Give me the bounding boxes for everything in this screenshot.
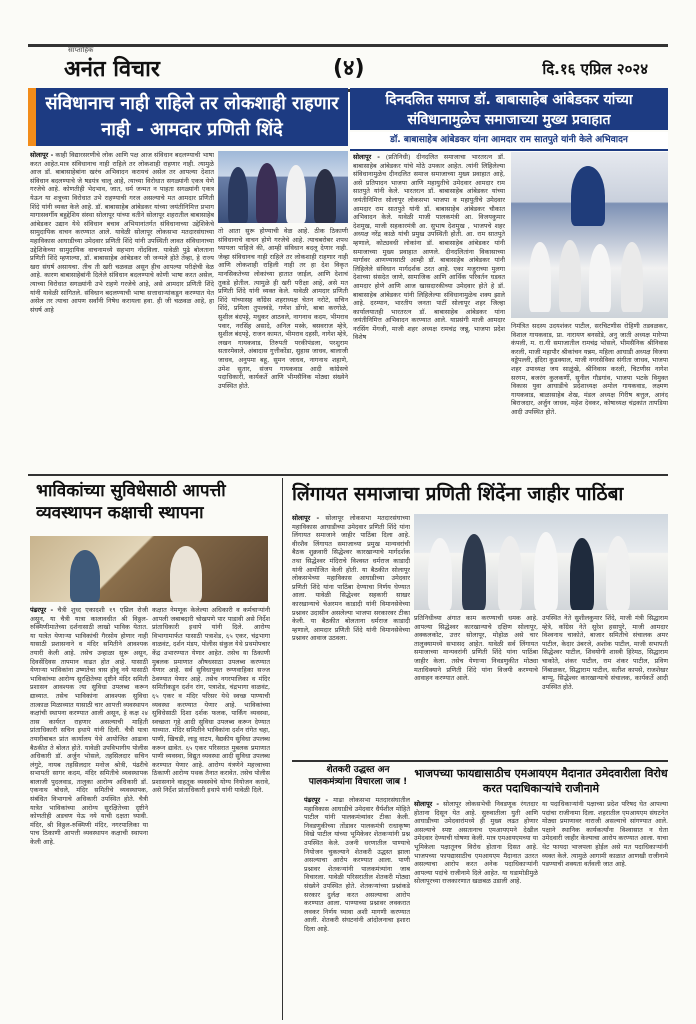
story4-column-2: प्रतिनिधीच्या अंगात काम करण्याची धमक आहे. आपल्या सिद्धेश्वर कारखान्याचे दक्षिण सोलापूर, अक्कलकोट, उत्तर सोलापूर, मोहोळ असे चार तालुक्यामध्ये सभासद आहेत. यावेळी सर्व लिंगायत समाजाच्या मान्यवरांनी प्रणिती शिंदे यांना पाठिंबा जाहीर केला. तसेच येणाऱ्या निवडणुकीत मोठ्या मताधिक्याने प्रणिती शिंदे यांना विजयी करण्याचे आवाहन करण्यात आले. — [414, 614, 538, 683]
story4-body-1: सोलापूर लोकसभा मतदारसंघाच्या महाविकास आघाडीच्या उमेदवार प्रणिती शिंदे यांना लिंगायत समाजाने जाहीर पाठिंबा दिला आहे. वीरशैव लिंगायत समाजाच्या प्रमुख मान्यवरांची बैठक शुक्रवारी सिद्धेश्वर कारखान्याचे मार्गदर्शक तथा सिद्धेश्वर मंदिराचे विश्वस्त धर्मराज काडादी यांनी आयोजित केली होती. या बैठकीत सोलापूर लोकसभेच्या महाविकास आघाडीच्या उमेदवार प्रणिती शिंदे यांना पाठिंबा देण्याचा निर्णय घेण्यात आला. यावेळी सिद्धेश्वर सहकारी साखर कारखान्याचे चेअरमन काडादी यांनी विमानसेवेच्या प्रश्नावर उदासीन असलेल्या भाजपा सरकारवर टीका केली. या बैठकीत बोलताना धर्मराज काडादी म्हणाले, आमदार प्रणिती शिंदे यांनी विमानसेवेच्या प्रश्नावर आवाज उठवला. — [292, 514, 410, 643]
story6-headline: भाजपच्या फायद्यासाठीच एमआयएम मैदानात उमेदवारीला विरोध करत पदाधिकाऱ्यांचे राजीनामे — [414, 767, 668, 795]
section-divider — [28, 474, 668, 476]
story2-dateline: सोलापूर - — [353, 153, 380, 161]
story3-body-1: चैत्री शुध्द एकादशी १९ एप्रिल रोजी असून, या चैत्री यात्रा कालावधीत श्री विठ्ठल-रुक्मिणीमातेच्या दर्शनासाठी लाखो भाविक येतात. या यात्रेत येणाऱ्या भाविकांची गैरसोय होणार नाही यासाठी प्रशासनाने व मंदिर समितीने आवश्यक तयारी केली आहे. तसेच उन्हाळा सुरू असून, दिवसेंदिवस तापमान वाढत होत आहे. यासाठी येणाऱ्या भाविकांना उष्णतेचा त्रास होवू नये यासाठी भाविकांच्या आरोग्य सुरक्षितेच्या दृष्टीने मंदिर समिती प्रशासन आवश्यक त्या सुविधा उपलब्ध करून द्याव्यात. तसेच भाविकांना आवश्यक सुविधा तात्काळ मिळाव्यात यासाठी चार आपत्ती व्यवस्थापन कक्षांची स्थापना करण्यात आली असून, हे कक्ष २४ तास कार्यरत राहणार असल्याची माहिती प्रांताधिकारी सचिन इथापे यांनी दिली. चैत्री यात्रा तयारीबाबत प्रांत कार्यालय येथे आयोजित आढावा बैठकीत ते बोलत होते. यावेळी उपविभागीय पोलीस अधिकारी डॉ. अर्जुन भोसले, तहसिलदार सचिन लंगुटे, नायब तहसिलदार मनोज श्रोत्री, पंढरीचे सभापती सागर कदम, मंदिर समितीचे व्यवस्थापक बालाजी पुदलवाड, तालुका आरोग्य अधिकारी डॉ. एकनाथ बोधले, मंदिर समितीचे व्यवस्थापक, संबंधित विभागाचे अधिकारी उपस्थित होते. चैत्री यात्रेत भाविकांच्या आरोग्य सुरक्षितेच्या दृष्टीने कोणतीही अडचण येऊ नये याची दक्षता घ्यावी. मंदिर, श्री विठ्ठल-रुक्मिणी मंदिर, नगरपालिका या पाच ठिकाणी आपत्ती व्यवस्थापन कक्षाची स्थापना केली आहे. — [30, 606, 148, 847]
story3-headline: भाविकांच्या सुविधेसाठी आपत्ती व्यवस्थापन कक्षाची स्थापना — [36, 481, 226, 523]
story2-photo — [511, 152, 668, 318]
newspaper-name: अनंत विचार — [64, 56, 160, 82]
masthead-small-label: साप्ताहिक — [68, 46, 94, 54]
story4-column-3: उपस्थित नेते सुशीलकुमार शिंदे, माजी मंत्री सिद्धाराम म्हेत्रे, काँग्रेस नेते सुरेश हसापुरे, माजी आमदार विश्वनाथ चाकोते, बाजार समितीचे संचालक अमर पाटील, केदार उंबरजे, अशोक पाटील, माजी सभापती सिद्धेश्वर पाटील, शिवयोगी शास्त्री हिरेमठ, सिद्धाराम चाकोते, शंकर पाटील, राम शंकर पाटील, प्रविण निंबाळकर, सिद्धाराम पाटील, सतीश कापसे, राजशेखर बाप्पू, सिद्धेश्वर कारखान्याचे संचालक, कार्यकर्ते आदी उपस्थित होते. — [542, 614, 668, 691]
story6-body-1: सोलापूर लोकसभेची निवडणूक रंगतदार होताना दिसून येत आहे. सुरुवातीला युती आणि आघाडीच्या उमेदवारांमध्ये ही मुख्य लढत होणार असल्याचे स्पष्ट असतानाच एमआयएमने देखील उमेदवार देण्याची घोषणा केली. मात्र एमआयएमच्या या भूमिकेला पक्षातूनच विरोध होताना दिसत आहे. भाजपच्या फायद्यासाठीच एमआयएम मैदानात उतरत असल्याचा आरोप करत अनेक पदाधिकाऱ्यांनी आपल्या पदांचे राजीनामे दिले आहेत. या घडामोडीमुळे सोलापूरच्या राजकारणात खळबळ उडाली आहे. — [414, 800, 538, 886]
story1-column-2: तो आता सुरू होण्याची वेळ आहे. ठीक ठिकाणी संविधानाचे वाचन होणे गरजेचे आहे. त्याचबरोबर शपथ घ्यायला पाहिजे की, आम्ही संविधान बदलू देणार नाही. जेव्हा संविधानच नाही राहिले तर लोकशाही राहणार नाही आणि लोकशाही राहिली नाही तर हा देश विकृत मानसिकतेच्या लोकांच्या हातात जाईल, आणि देशाचं तुकडे होतील. त्यामुळे ही खरी परीक्षा आहे, असे मत प्रणिती शिंदे यांनी व्यक्त केले. यावेळी आमदार प्रणिती शिंदे यांच्यासह काँग्रेस शहराध्यक्ष चेतन नरोटे, सचिन शिंदे, प्रमिला तुपलवंडे, गणेश डोंगरे, बाबा करगोळे, सुशील बंदपट्टे, मधुकर आठवले, नागनाथ कदम, भीमराव पवार, नरसिंह असादे, अनिल मस्के, बसवराज म्हेत्रे, सुशील बंदपट्टे, राजन कामत, भीमराव दहसी, नागेश म्हेत्रे, लखन गायकवाड, तिरुपती परकीपंडला, परशुराम सतारमेवाले, अंबादास गुत्तीकोंडा, सुहास जाधव, बालाजी जाधव, अनुपमा बहू, सुमन जाधव, नागनाथ शहाणे, उमेश सुतार, संजय गायकवाड आदी कांग्रेसचे पदाधिकारी, कार्यकर्ते आणि भीमसैनिक मोठ्या संख्येने उपस्थित होते. — [218, 227, 348, 390]
column-rule — [282, 478, 283, 1020]
story2-headline: दिनदलित समाज डॉ. बाबासाहेब आंबेडकर यांच्या संविधानामुळेच समाजाच्या मुख्य प्रवाहात — [350, 88, 668, 130]
story1-body-1: काही विद्यारसरणीचे लोक आणि पक्ष आज संविधान बदलण्याची भाषा करत आहेत.मात्र संविधानाच नाही राहिले तर लोकशाही राहणार नाही. त्यामुळे आज डॉ. बाबासाहेबांना खरंच अभिवादन करायचं असेल तर आपल्या देशात संविधान बदलण्याचे जे षडयंत्र चालू आहे, त्याच्या विरोधात सगळ्यांनी एकत्र येणे गरजेचे आहे. कोणतीही भेदभाव, जात, धर्म जन्मत न पाहता सगळ्यांनी एकत्र येऊन या शत्रूच्या विरोधात उभे राहण्याची गरज असल्याचे मत आमदार प्रणिती शिंदे यांनी व्यक्त केले आहे. डॉ. बाबासाहेब आंबेडकर यांच्या जयंतीनिमित्त प्रभाग मागासवर्गीय बहुद्देशिय संस्था सोलापूर यांच्या वतीने सोलापूर शहरातील बाबासाहेब आंबेडकर उद्यान येथे संविधान बचाव अभियानांतर्गत संविधानाच्या उद्देशिकेचे सामुदायिक वाचन करण्यात आले. यावेळी सोलापूर लोकसभा मतदारसंघाच्या महाविकास आघाडीच्या उमेदवार प्रणिती शिंदे यांनी उपस्थिती लावत संविधानाच्या उद्देशिकेच्या सामुदायिक वाचनामध्ये सहभाग नोंदविला. यावेळी पुढे बोलताना प्रणिती शिंदे म्हणाल्या, डॉ. बाबासाहेब आंबेडकर जी जन्मले होते तेव्हा, हे राज्य खरा संघर्ष असायचा. तीच ती खरी चळवळ असून हीच आपल्या परीक्षेची वेळ आहे. कारण बाबासाहेबांनी दिलेले संविधान बदलण्याचे कोणी भाषा करत असेल, त्याच्या विरोधात सगळ्यांनी उभे राहणे गरजेचे आहे, असे आमदार प्रणिती शिंदे यांनी यावेळी सांगितले. संविधान बदलण्याची भाषा सत्ताधाऱ्यांकडून करण्यात येत असेल तर त्याचा आपण सर्वांनी निषेध करायला हवा. ही जी चळवळ आहे, हा संघर्ष आहे — [30, 151, 214, 314]
story3-dateline: पंढरपूर - — [30, 606, 54, 614]
story4-headline: लिंगायत समाजाचा प्रणिती शिंदेंना जाहीर पाठिंबा — [292, 483, 624, 505]
story5-headline: शेतकरी उद्धस्त अन पालकमंत्र्यांना विचारला जाब ! — [308, 765, 408, 787]
masthead — [28, 44, 668, 92]
story6-column-2: या पदाधिकाऱ्यांनी पक्षाच्या प्रदेश परिषद घेत आपल्या पदांचा राजीनामा दिला. शहरातील एमआयएम संघटनेत मोठ्या प्रमाणावर नाराजी असल्याचे सांगण्यात आले. पक्षाने स्थानिक कार्यकर्त्यांना विश्वासात न घेता उमेदवारी जाहीर केल्याचा आरोप करण्यात आला. याचा थेट फायदा भाजपला होईल असे मत पदाधिकाऱ्यांनी व्यक्त केले. त्यामुळे आगामी काळात आणखी राजीनामे पडण्याची शक्यता वर्तवली जात आहे. — [542, 800, 668, 869]
story4-dateline: सोलापूर - — [292, 514, 320, 522]
story5-column-1 — [304, 796, 410, 1020]
page-number: (४) — [333, 56, 365, 81]
story5-body-1: माढा लोकसभा मतदारसंघातील महाविकास आघाडीचे उमेदवार धैर्यशील मोहिते पाटील यांनी पालकमंत्र्यांवर टीका केली. निवडणुकीच्या तोंडावर पालकमंत्री राधाकृष्ण विखे पाटील यांच्या भूमिकेवर शेतकऱ्यांनी प्रश्न उपस्थित केले. उजनी धरणातील पाण्याचे नियोजन चुकल्याने शेतकरी उद्धस्त झाला असल्याचा आरोप करण्यात आला. पाणी प्रश्नावर शेतकऱ्यांनी पालकमंत्र्यांना जाब विचारला. यावेळी परिसरातील शेतकरी मोठ्या संख्येने उपस्थित होते. शेतकऱ्यांच्या प्रश्नांकडे सरकार दुर्लक्ष करत असल्याचा आरोप करण्यात आला. पाण्याच्या प्रश्नावर लवकरात लवकर निर्णय घ्यावा अशी मागणी करण्यात आली. शेतकरी संघटनांनी आंदोलनाचा इशारा दिला आहे. — [304, 796, 410, 933]
issue-date: दि.१६ एप्रिल २०२४ — [542, 60, 648, 78]
section-divider-2 — [292, 760, 668, 762]
story2-column-2: निमंत्रित सदस्य उदयशंकर पाटील, सरचिटणीस रोहिणी तडवळकर, विशाल गायकवाड, प्रा. नारायण बनसोडे, अनु जाती अध्यक्ष मारेप्पा कंपली, म. रा.गी समाजातील रामचंद्र भोसले, भीमसैनिक श्रीनिवास करली, माजी महापौर श्रीकांचन यन्नम, महिला आघाडी अध्यक्ष विजया वड्डेपल्ली, इंदिरा कुडक्याल, माजी नगरसेविका संगीता जाधव, भाजपा शहर उपाध्यक्ष जय साळुंखे, श्रीनिवास करली, चिटणीस नागेश सरगम, बजरंग कुलकर्णी, सुनील गौडगांव, भाजपा भटके विमुक्त विकास युवा आघाडीचे प्रदेशाध्यक्ष अमोल गायकवाड, लक्ष्मण गायकवाड, बाळासाहेब शेख, मंडल अध्यक्ष गिरीष बत्तुल, आनंद बिराजदार, अर्जुन जाधव, महेश देवकर, कोषाध्यक्ष चंद्रकांत तापडिया आदी उपस्थित होते. — [511, 322, 668, 416]
story6-dateline: सोलापूर - — [414, 800, 440, 808]
story1-column-1 — [30, 151, 214, 469]
story1-headline: संविधानाच नाही राहिले तर लोकशाही राहणार नाही - आमदार प्रणिती शिंदे — [28, 88, 348, 146]
story4-photo — [414, 514, 668, 610]
story2-body-1: (प्रतिनिधी) दीनदलित समाजाचा भारतरत्न डॉ. बाबासाहेब आंबेडकर यांचे मोठे उपकार आहेत. त्यांनी लिहिलेल्या संविधानामुळेच दीनदलित समाज समाजाच्या मुख्य प्रवाहात आहे, असे प्रतिपादन भाजपा आणि महायुतीचे उमेदवार आमदार राम सातपुते यांनी केले. भारतरत्न डॉ. बाबासाहेब आंबेडकर यांच्या जयंतीनिमित्त सोलापूर लोकसभा भाजपा व महायुतीचे उमेदवार आमदार राम सातपुते यांनी डॉ. बाबासाहेब आंबेडकर चौकात अभिवादन केले. यावेळी माजी पालकमंत्री आ. विजयकुमार देशमुख, माजी सहकारमंत्री आ. सुभाष देशमुख , भाजपचे शहर अध्यक्ष नरेंद्र काळे यांची प्रमुख उपस्थिती होती. आ. राम सातपुते म्हणाले, कोट्यवधी लोकांना डॉ. बाबासाहेब आंबेडकर यांनी समाजाच्या मुख्य प्रवाहात आणले. दीनदलितांना विकासाच्या मार्गावर आणण्यासाठी आम्ही डॉ. बाबासाहेब आंबेडकर यांनी लिहिलेले संविधान मार्गदर्शक ठरत आहे. एका मजुराच्या मुलगा देशाच्या संसदेत जाणे, सामाजिक आणि आर्थिक परिवर्तन घडवत आमदार होणे आणि आज खासदारकीच्या उमेदवार होते हे डॉ. बाबासाहेब आंबेडकर यांनी लिहिलेल्या संविधानामुळेच शक्य झाले आहे. दरम्यान, भारतीय जनता पार्टी सोलापूर शहर जिल्हा कार्यालयातही भारतरत्न डॉ. बाबासाहेब आंबेडकर यांना जयंतीनिमित्त अभिवादन करण्यात आले. याप्रसंगी माजी आमदार नरसिंग मेंगजी, माजी शहर अध्यक्ष रामचंद्र जन्नू, भाजपा प्रदेश विशेष — [353, 153, 505, 342]
story5-dateline: पंढरपूर - — [304, 796, 329, 804]
story3-column-2: कक्षात नेमणूक केलेल्या अधिकारी व कर्मचाऱ्यांनी आपली जबाबदारी चोखपणे पार पाडावी असे निर्देश प्रांताधिकारी इथापे यांनी दिले. आरोग्य विभागामार्फत यासाठी पत्राशेड, ६५ एकर, चंद्रभागा वाळवंट, दर्शन मंडप, पोलीस संकुल येथे प्रथमोपचार केंद्र उभारण्यात येणार आहेत. तसेच या ठिकाणी मुबलक प्रमाणात औषधसाठा उपलब्ध करण्यात येणार आहे. सर्व सुविधायुक्त रुग्णवाहिका सज्ज ठेवण्यात येणार आहे. तसेच नगरपालिका व मंदिर समितीकडून दर्शन रांग, पत्राशेड, चंद्रभागा वाळवंट, ६५ एकर व मंदिर परिसर येथे स्वच्छ पाण्याची व्यवस्था करण्यात येणार आहे. भाविकांच्या सुविधेसाठी दिशा दर्शक फलक, पार्किंग व्यवस्था, स्वच्छता गृहे आदी सुविधा उपलब्ध करून देण्यात याव्यात. मंदिर समितीने भाविकांना दर्शन रांगेत चहा, पाणी, खिचडी, लाडू वाटप, वैद्यकीय सुविधा उपलब्ध करून द्यावेत. ६५ एकर परिसरात मुबलक प्रमाणात पाणी व्यवस्था, विद्युत व्यवस्था आदी सुविधा उपलब्ध करण्यात येणार आहे. आरोग्य यंत्रणेने महत्त्वाच्या ठिकाणी आरोग्य पथक तैनात करावेत. तसेच पोलीस प्रशासनाने वाहतूक व्यवस्थेचे योग्य नियोजन करावे, असे निर्देश प्रांताधिकारी इथापे यांनी यावेळी दिले. — [152, 606, 270, 795]
story3-photo — [30, 536, 268, 602]
story6-column-1 — [414, 800, 538, 1020]
story3-column-1 — [30, 606, 148, 1020]
story1-photo — [218, 151, 348, 223]
story4-column-1 — [292, 514, 410, 754]
story2-subheadline: डॉ. बाबासाहेब आंबेडकर यांना आमदार राम सातपुते यांनी केले अभिवादन — [350, 132, 668, 151]
story2-column-1 — [353, 153, 505, 469]
story1-dateline: सोलापूर - — [30, 151, 54, 159]
